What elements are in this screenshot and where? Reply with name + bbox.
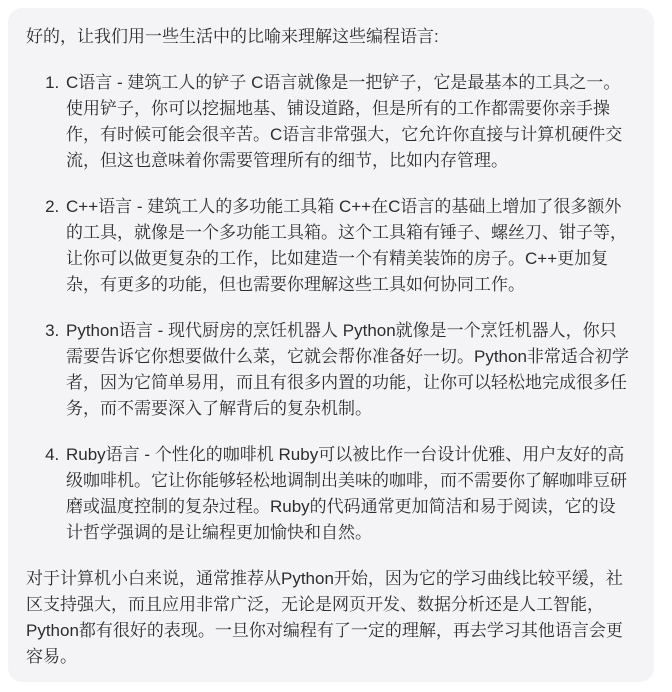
assistant-message-bubble	[8, 8, 654, 682]
list-item-python-language: 3. Python语言 - 现代厨房的烹饪机器人 Python就像是一个烹饪机器人，你只需要告诉它你想要做什么菜，它就会帮你准备好一切。Python非常适合初学者，因为它简单易用，而且有很多内置的功能，让你可以轻松地完成很多任务，而不需要深入了解背后的复杂机制。	[64, 318, 632, 422]
message-intro: 好的，让我们用一些生活中的比喻来理解这些编程语言:	[26, 27, 439, 46]
list-item-cpp-language: 2. C++语言 - 建筑工人的多功能工具箱 C++在C语言的基础上增加了很多额外的工具，就像是一个多功能工具箱。这个工具箱有锤子、螺丝刀、钳子等，让你可以做更复杂的工作，比如建造一个有精美装饰的房子。C++更加复杂，有更多的功能，但也需要你理解这些工具如何协同工作。	[64, 194, 632, 298]
list-item-ruby-language: 4. Ruby语言 - 个性化的咖啡机 Ruby可以被比作一台设计优雅、用户友好的高级咖啡机。它让你能够轻松地调制出美味的咖啡，而不需要你了解咖啡豆研磨或温度控制的复杂过程。Ruby的代码通常更加简洁和易于阅读，它的设计哲学强调的是让编程更加愉快和自然。	[64, 442, 632, 546]
language-list	[26, 70, 632, 546]
list-item-c-language: 1. C语言 - 建筑工人的铲子 C语言就像是一把铲子，它是最基本的工具之一。使用铲子，你可以挖掘地基、铺设道路，但是所有的工作都需要你亲手操作，有时候可能会很辛苦。C语言非常强大，它允许你直接与计算机硬件交流，但这也意味着你需要管理所有的细节，比如内存管理。	[64, 70, 632, 174]
message-outro: 对于计算机小白来说，通常推荐从Python开始，因为它的学习曲线比较平缓，社区支持强大，而且应用非常广泛，无论是网页开发、数据分析还是人工智能，Python都有很好的表现。一旦你对编程有了一定的理解，再去学习其他语言会更容易。	[26, 569, 623, 666]
